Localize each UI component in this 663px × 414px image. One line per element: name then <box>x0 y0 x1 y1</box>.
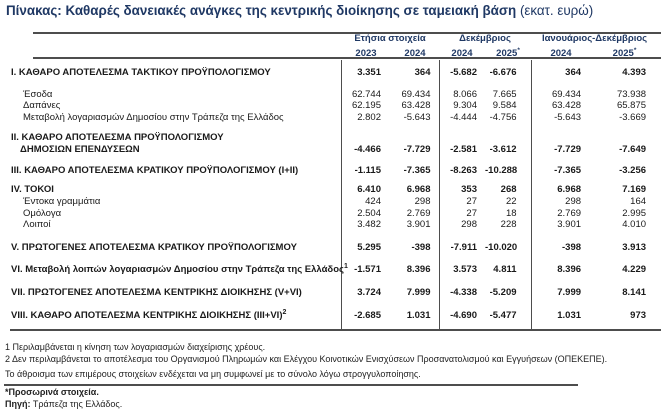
row-label: V. ΠΡΩΤΟΓΕΝΕΣ ΑΠΟΤΕΛΕΣΜΑ ΚΡΑΤΙΚΟΥ ΠΡΟΫΠΟΛΟΓΙΣΜΟΥ <box>11 242 297 254</box>
spacer-cell <box>8 255 341 264</box>
value-cell: 1.031 <box>531 310 591 323</box>
value-cell: 3.913 <box>622 242 647 254</box>
footnote-rounding: Το άθροισμα των επιμέρους στοιχείων ενδέχεται να μη συμφωνεί με το σύνολο λόγω στρογγυλοποίησης. <box>5 369 421 379</box>
provisional-mark: * <box>633 47 637 54</box>
spacer-cell <box>341 80 391 89</box>
value-cell: 3.482 <box>341 219 391 231</box>
table-row-v <box>8 242 658 255</box>
value-cell: -10.288 <box>485 164 518 176</box>
value-cell: -5.643 <box>403 111 431 123</box>
value-cell: 8.066 <box>439 89 485 101</box>
value-cell: 69.434 <box>401 88 431 100</box>
spacer-cell <box>531 255 591 264</box>
value-cell: 62.744 <box>341 89 391 101</box>
year-label: 2023 <box>355 48 377 60</box>
value-cell: -1.115 <box>341 164 391 177</box>
value-cell: -398 <box>411 242 431 254</box>
row-label-line1: II. ΚΑΘΑΡΟ ΑΠΟΤΕΛΕΣΜΑ ΠΡΟΫΠΟΛΟΓΙΣΜΟΥ <box>11 132 224 144</box>
row-label-text: VIII. ΚΑΘΑΡΟ ΑΠΟΤΕΛΕΣΜΑ ΚΕΝΤΡΙΚΗΣ ΔΙΟΙΚΗΣΗΣ (III+VI) <box>11 310 283 322</box>
value-cell: -3.669 <box>619 111 647 123</box>
table-row-vii <box>8 287 658 300</box>
value-cell: 364 <box>414 67 431 79</box>
value-cell: -5.682 <box>439 67 485 80</box>
year-label: 2024 <box>404 48 426 60</box>
spacer-row <box>8 80 658 89</box>
value-cell: -2.685 <box>341 310 391 323</box>
value-cell: -4.338 <box>439 287 485 300</box>
spacer-cell <box>591 80 658 89</box>
spacer-cell <box>391 231 439 242</box>
spacer-cell <box>391 323 439 330</box>
value-cell: 3.724 <box>341 287 391 300</box>
value-cell: 268 <box>500 183 517 195</box>
table-row-tbills <box>8 196 658 208</box>
table-row-revenue <box>8 89 658 101</box>
row-label: I. ΚΑΘΑΡΟ ΑΠΟΤΕΛΕΣΜΑ ΤΑΚΤΙΚΟΥ ΠΡΟΫΠΟΛΟΓΙΣΜΟΥ <box>11 67 271 79</box>
value-cell: 2.802 <box>341 112 391 124</box>
spacer-cell <box>8 300 341 310</box>
value-cell: 22 <box>505 196 517 208</box>
spacer-row <box>8 231 658 242</box>
spacer-cell <box>439 80 485 89</box>
spacer-cell <box>531 60 591 67</box>
spacer-cell <box>531 323 591 330</box>
header-years-row <box>8 45 658 60</box>
row-label <box>8 310 341 323</box>
spacer-cell <box>485 300 531 310</box>
table-row-other-interest <box>8 219 658 231</box>
value-cell: -7.649 <box>619 143 647 155</box>
value-cell: 7.999 <box>531 287 591 300</box>
year-label: 2025 <box>612 48 634 60</box>
value-cell: 4.229 <box>622 264 647 276</box>
table-row-ii <box>8 132 658 155</box>
value-cell: -5.477 <box>489 310 517 322</box>
spacer-cell <box>485 323 531 330</box>
value-cell: -3.612 <box>489 143 517 155</box>
value-cell: 2.769 <box>531 208 591 220</box>
value-cell: -3.256 <box>619 164 647 176</box>
spacer-cell <box>391 123 439 132</box>
title-unit: (εκατ. ευρώ) <box>516 3 594 18</box>
footnote-provisional: *Προσωρινά στοιχεία. <box>5 387 99 397</box>
value-cell: -7.911 <box>439 242 485 255</box>
spacer-cell <box>439 277 485 287</box>
page-title <box>6 3 593 18</box>
spacer-row <box>8 60 658 67</box>
row-label-line2: ΔΗΜΟΣΙΩΝ ΕΠΕΝΔΥΣΕΩΝ <box>20 143 140 155</box>
value-cell: 9.304 <box>439 100 485 112</box>
spacer-cell <box>485 80 531 89</box>
value-cell: 7.665 <box>492 88 517 100</box>
value-cell: -4.756 <box>489 111 517 123</box>
value-cell: 4.811 <box>493 264 517 276</box>
value-cell: 8.396 <box>531 264 591 277</box>
value-cell: -2.581 <box>439 132 485 155</box>
spacer-cell <box>531 123 591 132</box>
value-cell: 298 <box>439 219 485 231</box>
table-row-vi <box>8 264 658 277</box>
spacer-cell <box>341 300 391 310</box>
spacer-cell <box>8 277 341 287</box>
value-cell: 164 <box>630 196 647 208</box>
value-cell: -4.444 <box>439 112 485 124</box>
value-cell: 63.428 <box>531 100 591 112</box>
value-cell: 353 <box>439 183 485 196</box>
table-row-deposit-change <box>8 112 658 124</box>
value-cell: 63.428 <box>401 100 431 112</box>
value-cell: 424 <box>341 196 391 208</box>
spacer-cell <box>591 255 658 264</box>
footnote-ref-1: 1 <box>343 263 348 271</box>
spacer-cell <box>591 123 658 132</box>
spacer-cell <box>439 323 485 330</box>
value-cell: -4.690 <box>439 310 485 323</box>
value-cell: 6.968 <box>531 183 591 196</box>
spacer-cell <box>391 155 439 164</box>
spacer-row <box>8 123 658 132</box>
value-cell: 9.584 <box>492 100 517 112</box>
value-cell: 2.769 <box>406 207 431 219</box>
source-label: Πηγή: <box>5 399 31 409</box>
spacer-row <box>8 300 658 310</box>
spacer-cell <box>531 231 591 242</box>
row-label: Έντοκα γραμμάτια <box>23 196 101 208</box>
spacer-cell <box>341 277 391 287</box>
spacer-cell <box>391 300 439 310</box>
table-row-iv <box>8 183 658 196</box>
value-cell: 65.875 <box>616 100 647 112</box>
value-cell: -5.643 <box>531 112 591 124</box>
year-col-dec-2025 <box>485 45 531 60</box>
row-label: Ομόλογα <box>23 207 62 219</box>
title-text: Πίνακας: Καθαρές δανειακές ανάγκες της κεντρικής διοίκησης σε ταμειακή βάση <box>6 3 517 18</box>
spacer-row <box>8 255 658 264</box>
value-cell: -4.466 <box>341 132 391 155</box>
value-cell: -8.263 <box>439 164 485 177</box>
header-group-row <box>8 33 658 45</box>
spacer-row <box>8 323 658 330</box>
table-row-viii <box>8 310 658 323</box>
value-cell: -7.729 <box>531 132 591 155</box>
source-text: Τράπεζα της Ελλάδος. <box>30 399 123 409</box>
spacer-cell <box>8 123 341 132</box>
spacer-cell <box>341 123 391 132</box>
value-cell: -398 <box>531 242 591 255</box>
spacer-cell <box>8 323 341 330</box>
value-cell: 73.938 <box>616 88 647 100</box>
row-label: Λοιποί <box>23 219 51 231</box>
value-cell: 298 <box>414 196 431 208</box>
spacer-cell <box>439 231 485 242</box>
spacer-cell <box>341 323 391 330</box>
row-label: Δαπάνες <box>23 100 61 112</box>
spacer-cell <box>439 123 485 132</box>
spacer-cell <box>591 155 658 164</box>
spacer-cell <box>485 60 531 67</box>
spacer-row <box>8 155 658 164</box>
row-label: Έσοδα <box>23 88 53 100</box>
spacer-cell <box>591 323 658 330</box>
value-cell: 62.195 <box>341 100 391 112</box>
spacer-cell <box>439 155 485 164</box>
spacer-cell <box>485 123 531 132</box>
row-label: IV. ΤΟΚΟΙ <box>11 183 54 195</box>
value-cell: 27 <box>439 208 485 220</box>
spacer-cell <box>485 231 531 242</box>
value-cell: 4.010 <box>622 219 647 231</box>
value-cell: 228 <box>500 219 517 231</box>
spacer-cell <box>8 80 341 89</box>
header-spacer <box>8 45 341 60</box>
column-group-jan-dec: Ιανουάριος-Δεκέμβριος <box>541 33 648 45</box>
spacer-cell <box>439 300 485 310</box>
value-cell: 18 <box>505 207 517 219</box>
spacer-cell <box>8 60 341 67</box>
year-label: 2025 <box>496 48 518 60</box>
year-label: 2024 <box>451 48 473 60</box>
spacer-cell <box>391 277 439 287</box>
year-col-jandec-2024 <box>531 45 591 60</box>
spacer-cell <box>485 277 531 287</box>
source-line <box>5 399 122 410</box>
year-label: 2024 <box>550 48 572 60</box>
value-cell: 27 <box>439 196 485 208</box>
row-label-text: VI. Μεταβολή λοιπών λογαριασμών Δημοσίου στην Τράπεζα της Ελλάδος <box>11 264 344 276</box>
spacer-cell <box>591 300 658 310</box>
table-row-bonds <box>8 208 658 220</box>
value-cell: 6.410 <box>341 183 391 196</box>
value-cell: 5.295 <box>341 242 391 255</box>
value-cell: -7.365 <box>403 164 431 176</box>
spacer-cell <box>591 231 658 242</box>
spacer-cell <box>391 255 439 264</box>
table-row-expenditure <box>8 100 658 112</box>
value-cell: 3.901 <box>406 219 431 231</box>
value-cell: 69.434 <box>531 89 591 101</box>
table-row-i <box>8 67 658 80</box>
row-label <box>8 132 341 155</box>
spacer-cell <box>341 255 391 264</box>
value-cell: 8.141 <box>622 287 647 299</box>
spacer-cell <box>591 277 658 287</box>
value-cell: 2.995 <box>622 207 647 219</box>
header-spacer <box>8 33 341 45</box>
value-cell: -7.365 <box>531 164 591 177</box>
spacer-cell <box>531 155 591 164</box>
spacer-cell <box>391 60 439 67</box>
value-cell: 3.573 <box>439 264 485 277</box>
spacer-cell <box>341 60 391 67</box>
spacer-cell <box>591 60 658 67</box>
spacer-cell <box>531 80 591 89</box>
spacer-cell <box>485 155 531 164</box>
value-cell: -6.676 <box>489 67 517 79</box>
year-col-jandec-2025 <box>591 45 658 60</box>
spacer-cell <box>439 60 485 67</box>
year-col-annual-2023 <box>341 45 391 60</box>
value-cell: 8.396 <box>406 264 431 276</box>
value-cell: 3.901 <box>531 219 591 231</box>
spacer-cell <box>8 155 341 164</box>
table-row-iii <box>8 164 658 177</box>
value-cell: 298 <box>531 196 591 208</box>
row-label: III. ΚΑΘΑΡΟ ΑΠΟΤΕΛΕΣΜΑ ΚΡΑΤΙΚΟΥ ΠΡΟΫΠΟΛΟΓΙΣΜΟΥ (I+II) <box>11 164 299 176</box>
value-cell: -5.209 <box>489 287 517 299</box>
value-cell: 973 <box>630 310 647 322</box>
year-col-annual-2024 <box>391 45 439 60</box>
footnote-2: 2 Δεν περιλαμβάνεται το αποτέλεσμα του Οργανισμού Πληρωμών και Ελέγχου Κοινοτικών Ενισχύσεων Προσανατολισμού και Εγγυήσεων (ΟΠΕΚΕΠΕ). <box>5 354 608 364</box>
provisional-mark: * <box>517 47 520 54</box>
row-label <box>8 263 348 277</box>
spacer-cell <box>439 255 485 264</box>
spacer-row <box>8 277 658 287</box>
spacer-cell <box>341 231 391 242</box>
value-cell: 364 <box>531 67 591 80</box>
value-cell: 1.031 <box>406 310 431 322</box>
column-group-december: Δεκέμβριος <box>459 33 511 45</box>
spacer-cell <box>8 231 341 242</box>
value-cell: 7.169 <box>622 183 647 195</box>
value-cell: 3.351 <box>341 67 391 80</box>
data-table <box>8 33 658 330</box>
spacer-cell <box>531 277 591 287</box>
value-cell: -7.729 <box>403 143 431 155</box>
spacer-cell <box>391 80 439 89</box>
spacer-cell <box>485 255 531 264</box>
column-group-annual: Ετήσια στοιχεία <box>354 33 426 45</box>
year-col-dec-2024 <box>439 45 485 60</box>
value-cell: 6.968 <box>406 183 431 195</box>
footnote-1: 1 Περιλαμβάνεται η κίνηση των λογαριασμών διαχείρισης χρέους. <box>5 342 266 352</box>
spacer-cell <box>341 155 391 164</box>
spacer-cell <box>531 300 591 310</box>
value-cell: 2.504 <box>341 208 391 220</box>
value-cell: -1.571 <box>341 264 391 277</box>
value-cell: 4.393 <box>622 67 647 79</box>
footnote-divider <box>4 384 578 386</box>
row-label: VII. ΠΡΩΤΟΓΕΝΕΣ ΑΠΟΤΕΛΕΣΜΑ ΚΕΝΤΡΙΚΗΣ ΔΙΟΙΚΗΣΗΣ (V+VI) <box>11 287 302 299</box>
footnote-ref-2: 2 <box>282 309 287 317</box>
value-cell: 7.999 <box>406 287 431 299</box>
row-label: Μεταβολή λογαριασμών Δημοσίου στην Τράπεζα της Ελλάδος <box>23 111 284 123</box>
value-cell: -10.020 <box>485 242 518 254</box>
